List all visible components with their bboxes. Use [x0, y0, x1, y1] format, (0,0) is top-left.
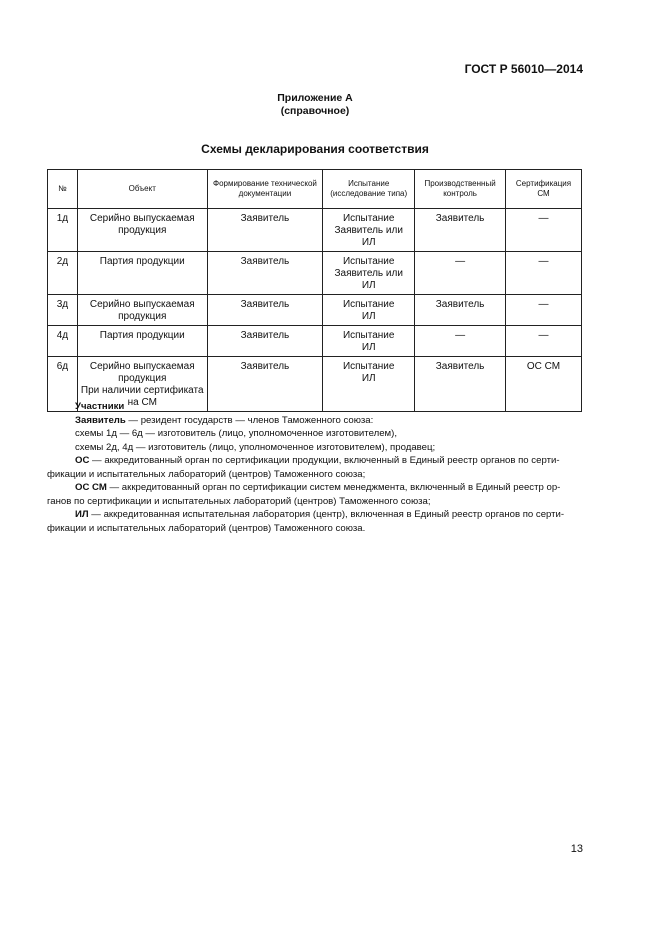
cell-certification: —	[506, 209, 582, 252]
cell-object: Серийно выпускаемая продукция	[77, 295, 207, 326]
table-row	[48, 295, 582, 326]
cell-testing	[323, 295, 415, 326]
cell-documentation: Заявитель	[207, 357, 323, 412]
cell-production-control: Заявитель	[415, 209, 506, 252]
cell-testing	[323, 252, 415, 295]
participant-label: ИЛ	[75, 509, 89, 520]
cell-certification: —	[506, 326, 582, 357]
column-header-number: №	[48, 170, 78, 209]
column-header-testing: Испытание (исследование типа)	[323, 170, 415, 209]
cell-testing-line: Заявитель или ИЛ	[334, 225, 403, 248]
cell-certification: —	[506, 252, 582, 295]
cell-production-control: Заявитель	[415, 295, 506, 326]
column-header-production-control: Производственный контроль	[415, 170, 506, 209]
table-row	[48, 209, 582, 252]
participant-label: ОС СМ	[75, 482, 107, 493]
cell-testing-line: ИЛ	[361, 373, 376, 384]
participant-text: — аккредитованный орган по сертификации продукции, включенный в Единый реестр органов по серти-	[89, 455, 560, 466]
participant-text-continuation: ганов по сертификации и испытательных лабораторий (центров) Таможенного союза;	[47, 495, 431, 507]
participant-label: ОС	[75, 455, 90, 466]
document-code: ГОСТ Р 56010—2014	[464, 62, 583, 76]
cell-production-control: —	[415, 252, 506, 295]
appendix-title: Приложение А	[277, 92, 353, 104]
cell-testing-line: Испытание	[342, 256, 395, 267]
cell-testing-line: Испытание	[342, 213, 395, 224]
cell-production-control: Заявитель	[415, 357, 506, 412]
cell-number: 3д	[48, 295, 78, 326]
participants-section	[47, 400, 585, 535]
participant-il	[75, 508, 585, 522]
appendix-heading	[0, 92, 630, 118]
scheme-line: схемы 2д, 4д — изготовитель (лицо, уполномоченное изготовителем), продавец;	[75, 441, 436, 453]
cell-number: 6д	[48, 357, 78, 412]
appendix-subtitle: (справочное)	[280, 105, 350, 117]
column-header-object: Объект	[77, 170, 207, 209]
cell-object-note: При наличии сертификата на СМ	[80, 385, 204, 408]
declaration-schemes-table	[47, 169, 582, 412]
page-number: 13	[570, 843, 583, 855]
participant-text-continuation: фикации и испытательных лабораторий (центров) Таможенного союза.	[47, 522, 366, 534]
cell-certification: —	[506, 295, 582, 326]
cell-number: 4д	[48, 326, 78, 357]
cell-object-line: Серийно выпускаемая продукция	[89, 361, 195, 384]
participant-label: Заявитель	[75, 414, 126, 426]
table-row	[48, 252, 582, 295]
cell-documentation: Заявитель	[207, 295, 323, 326]
table-header-row	[48, 170, 582, 209]
column-header-documentation: Формирование технической документации	[207, 170, 323, 209]
cell-number: 1д	[48, 209, 78, 252]
cell-documentation: Заявитель	[207, 209, 323, 252]
cell-production-control: —	[415, 326, 506, 357]
participant-os-sm	[75, 481, 585, 495]
cell-documentation: Заявитель	[207, 252, 323, 295]
cell-object: Серийно выпускаемая продукция	[77, 209, 207, 252]
participant-text: — аккредитованный орган по сертификации систем менеджмента, включенный в Единый реестр ор-	[106, 482, 561, 493]
cell-testing-line: ИЛ	[361, 311, 376, 322]
cell-testing-line: Заявитель или ИЛ	[334, 268, 403, 291]
participant-applicant	[75, 414, 585, 428]
table-row	[48, 326, 582, 357]
participant-os	[75, 454, 585, 468]
cell-testing	[323, 209, 415, 252]
cell-certification: ОС СМ	[506, 357, 582, 412]
participants-heading: Участники	[75, 401, 125, 412]
participant-text-continuation: фикации и испытательных лабораторий (центров) Таможенного союза;	[47, 468, 366, 480]
cell-object: Партия продукции	[77, 252, 207, 295]
scheme-line: схемы 1д — 6д — изготовитель (лицо, уполномоченное изготовителем),	[75, 428, 397, 439]
cell-documentation: Заявитель	[207, 326, 323, 357]
cell-testing-line: Испытание	[342, 299, 395, 310]
participant-text: — резидент государств — членов Таможенного союза:	[125, 414, 374, 426]
cell-testing-line: Испытание	[342, 330, 395, 341]
cell-testing	[323, 326, 415, 357]
cell-number: 2д	[48, 252, 78, 295]
cell-testing-line: Испытание	[342, 361, 395, 372]
column-header-certification: Сертификация СМ	[506, 170, 582, 209]
cell-object: Партия продукции	[77, 326, 207, 357]
document-title: Схемы декларирования соответствия	[201, 142, 429, 156]
participant-text: — аккредитованная испытательная лаборатория (центр), включенная в Единый реестр органов по серти-	[88, 509, 565, 520]
cell-testing-line: ИЛ	[361, 342, 376, 353]
